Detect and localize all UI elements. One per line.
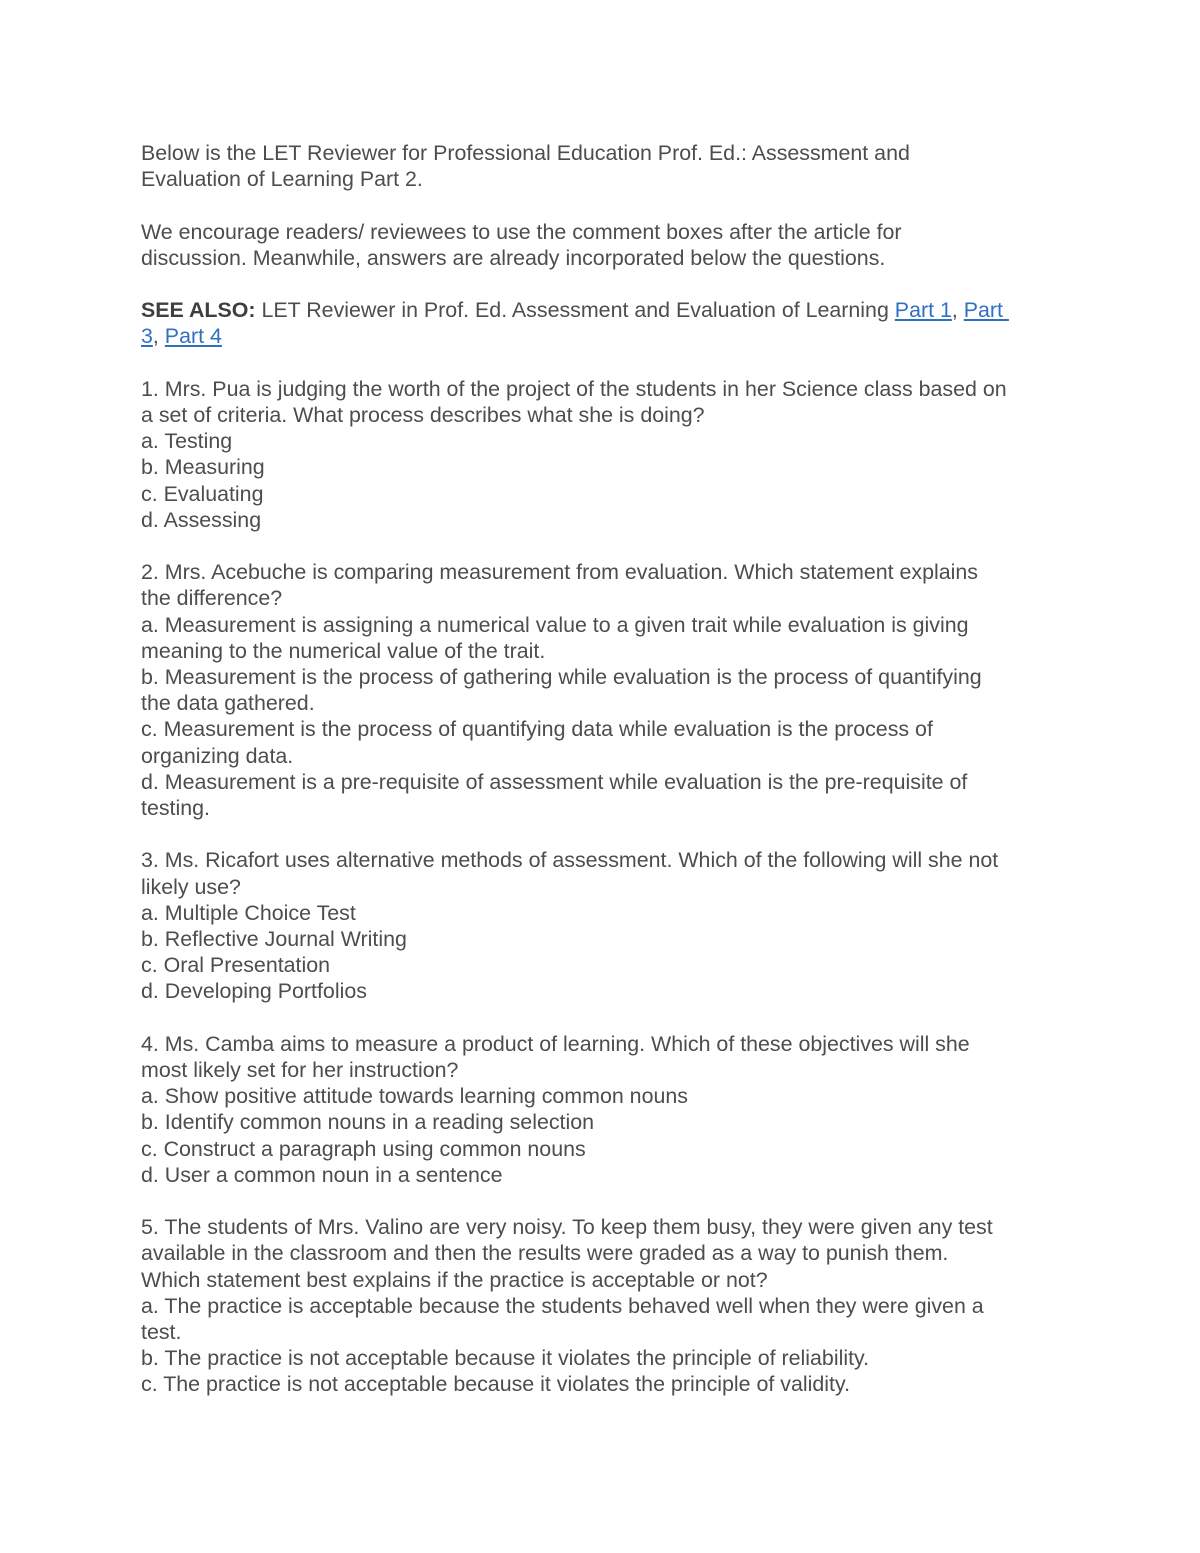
separator: , (951, 298, 964, 323)
question-block (141, 559, 1061, 821)
question-line: likely use? (141, 874, 241, 899)
document-page (141, 140, 1061, 1424)
see-also-line (141, 323, 1061, 349)
questions-list (141, 376, 1061, 1398)
question-line: available in the classroom and then the results were graded as a way to punish them. (141, 1241, 949, 1266)
question-line: d. Developing Portfolios (141, 979, 367, 1004)
question-line: test. (141, 1320, 182, 1345)
question-line: most likely set for her instruction? (141, 1058, 459, 1083)
question-line: c. Construct a paragraph using common nouns (141, 1136, 586, 1161)
question-line: b. Measuring (141, 455, 265, 480)
see-also-line (141, 297, 1061, 323)
question-line: d. Assessing (141, 507, 262, 532)
see-also-text: LET Reviewer in Prof. Ed. Assessment and Evaluation of Learning (255, 298, 895, 323)
question-line: the data gathered. (141, 691, 315, 716)
question-line: a. Show positive attitude towards learning common nouns (141, 1084, 688, 1109)
question-line: c. The practice is not acceptable because it violates the principle of validity. (141, 1372, 851, 1397)
question-line: b. Measurement is the process of gathering while evaluation is the process of quantifying (141, 665, 982, 689)
part-3-link[interactable]: Part (963, 298, 1009, 323)
separator: , (152, 324, 165, 349)
encourage-line: discussion. Meanwhile, answers are already incorporated below the questions. (141, 245, 886, 270)
part-4-link[interactable]: Part 4 (164, 324, 222, 349)
question-line: d. Measurement is a pre-requisite of assessment while evaluation is the pre-requisite of (141, 769, 968, 794)
question-line: Which statement best explains if the practice is acceptable or not? (141, 1267, 768, 1292)
intro-line: Below is the LET Reviewer for Professional Education Prof. Ed.: Assessment and (141, 141, 910, 165)
question-text: 4. Ms. Camba aims to measure a product of learning. Which of these objectives will she (141, 1031, 970, 1056)
part-1-link[interactable]: Part 1 (894, 298, 952, 323)
see-also-label: SEE ALSO: (141, 298, 256, 323)
question-line: b. Reflective Journal Writing (141, 927, 407, 952)
see-also-paragraph (141, 297, 1061, 349)
question-line: a. Measurement is assigning a numerical value to a given trait while evaluation is giving (141, 612, 969, 637)
intro-line: Evaluation of Learning Part 2. (141, 167, 423, 192)
question-line: b. The practice is not acceptable because it violates the principle of reliability. (141, 1346, 870, 1371)
question-text: 3. Ms. Ricafort uses alternative methods of assessment. Which of the following will she not (141, 848, 999, 873)
question-block (141, 847, 1061, 1004)
question-block (141, 1031, 1061, 1188)
question-text: 2. Mrs. Acebuche is comparing measurement from evaluation. Which statement explains (141, 560, 978, 585)
question-block (141, 376, 1061, 533)
question-text: 1. Mrs. Pua is judging the worth of the project of the students in her Science class based on (141, 376, 1007, 401)
question-line: c. Oral Presentation (141, 953, 331, 978)
encourage-paragraph (141, 219, 1061, 271)
question-line: organizing data. (141, 743, 294, 768)
question-line: c. Evaluating (141, 481, 264, 506)
question-line: d. User a common noun in a sentence (141, 1162, 503, 1187)
question-line: a set of criteria. What process describes what she is doing? (141, 402, 705, 427)
question-line: meaning to the numerical value of the trait. (141, 638, 546, 663)
question-line: a. The practice is acceptable because the students behaved well when they were given a (141, 1293, 984, 1318)
part-3-link-continued[interactable]: 3 (141, 324, 153, 349)
question-line: a. Testing (141, 429, 233, 454)
question-line: the difference? (141, 586, 283, 611)
intro-paragraph (141, 140, 1061, 192)
question-block (141, 1214, 1061, 1397)
question-line: testing. (141, 796, 210, 821)
question-text: 5. The students of Mrs. Valino are very noisy. To keep them busy, they were given any test (141, 1215, 993, 1240)
question-line: a. Multiple Choice Test (141, 900, 356, 925)
question-line: c. Measurement is the process of quantifying data while evaluation is the process of (141, 717, 933, 742)
encourage-line: We encourage readers/ reviewees to use the comment boxes after the article for (141, 219, 902, 244)
question-line: b. Identify common nouns in a reading selection (141, 1110, 595, 1135)
